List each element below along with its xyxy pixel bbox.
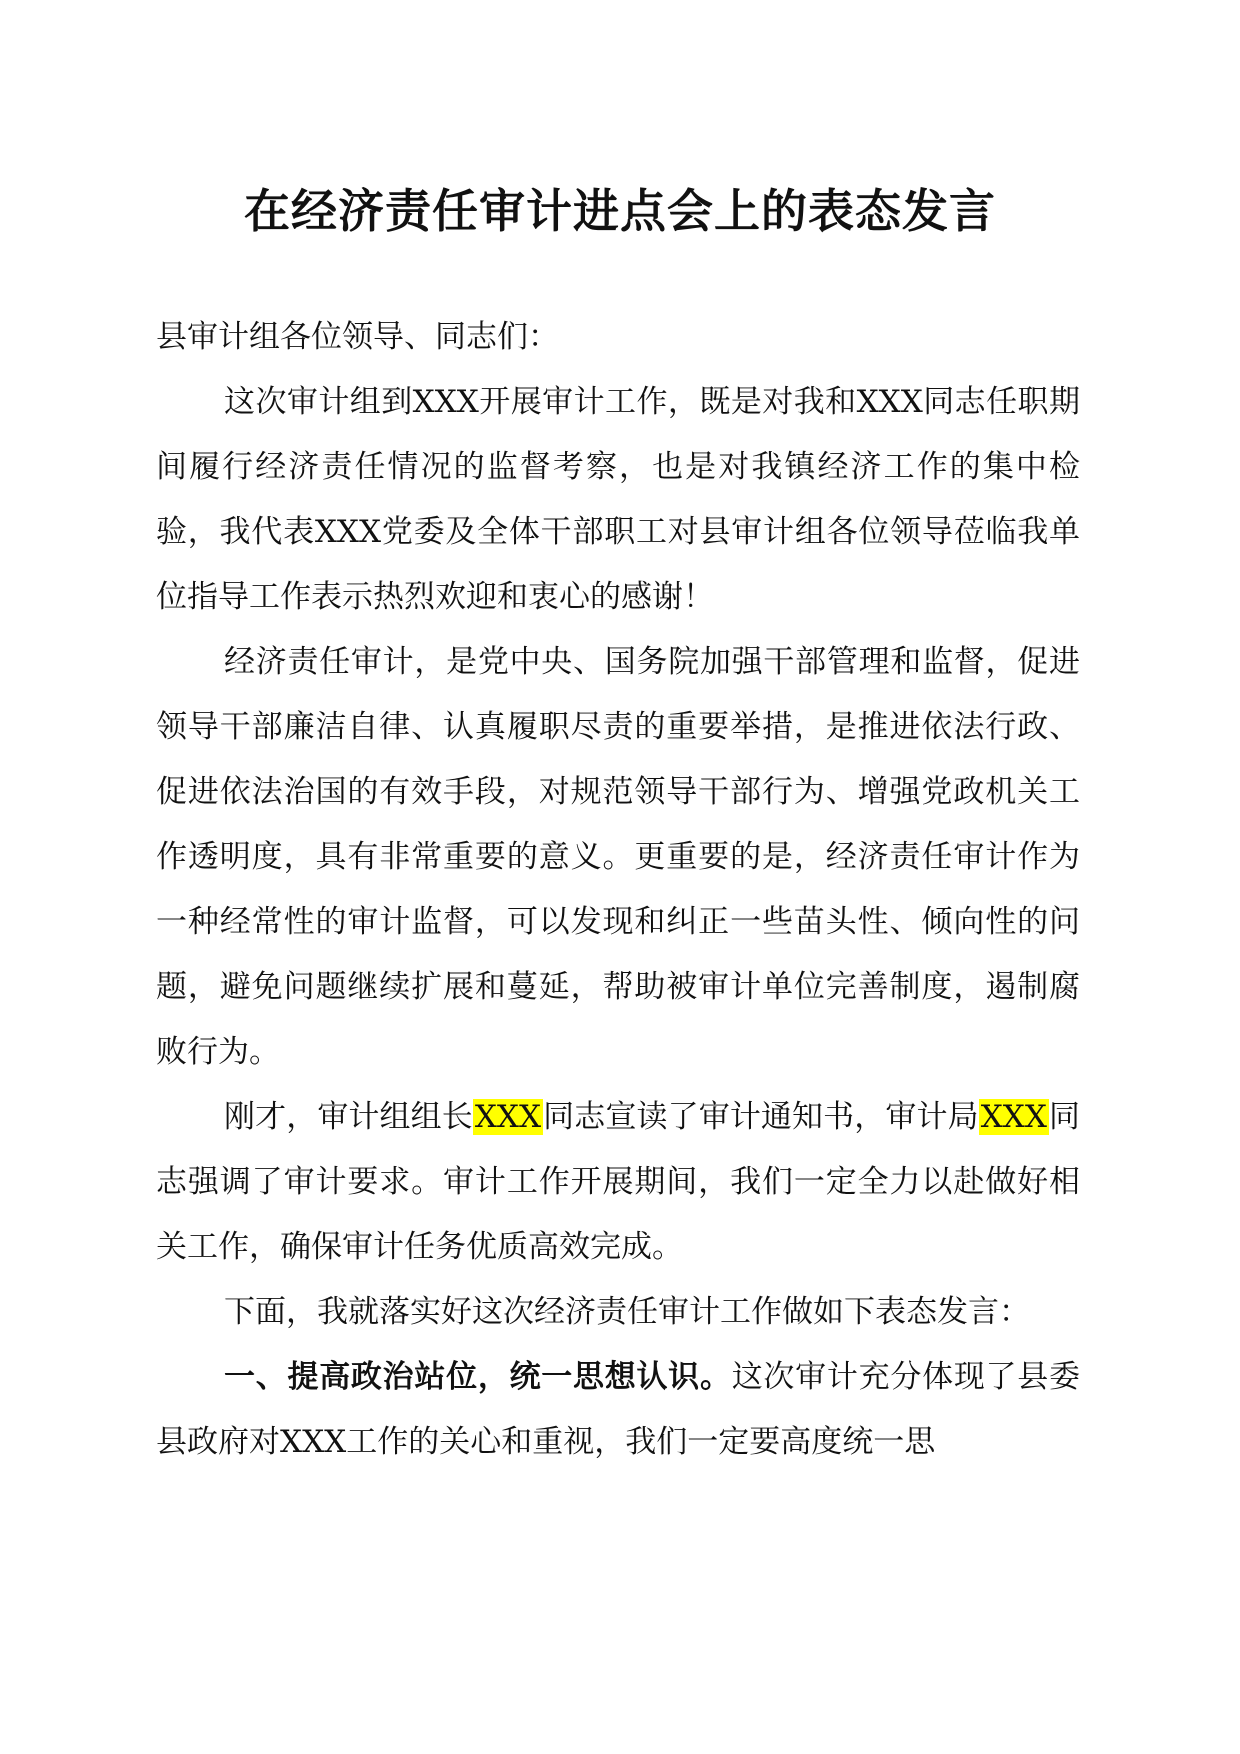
paragraph-5 [156,1345,1080,1475]
document-title: 在经济责任审计进点会上的表态发言 [244,184,996,238]
highlighted-name-2: XXX [980,1099,1047,1135]
salutation: 县审计组各位领导、同志们： [156,319,559,355]
paragraph-3-text-2: 同志宣读了审计通知书，审计局 [543,1099,979,1135]
paragraph-1: 这次审计组到XXX开展审计工作，既是对我和XXX同志任职期间履行经济责任情况的监督考察，也是对我镇经济工作的集中检验，我代表XXX党委及全体干部职工对县审计组各位领导莅临我单位指导工作表示热烈欢迎和衷心的感谢！ [156,384,1080,615]
paragraph-3 [156,1085,1080,1280]
paragraph-5-text: 这次审计充分体现了县委县政府对XXX工作的关心和重视，我们一定要高度统一思 [156,1359,1081,1460]
paragraph-4: 下面，我就落实好这次经济责任审计工作做如下表态发言： [224,1294,1030,1330]
section-heading-1: 一、提高政治站位，统一思想认识。 [224,1359,732,1395]
document-body [156,305,1080,1475]
paragraph-2: 经济责任审计，是党中央、国务院加强干部管理和监督，促进领导干部廉洁自律、认真履职尽责的重要举措，是推进依法行政、促进依法治国的有效手段，对规范领导干部行为、增强党政机关工作透明度，具有非常重要的意义。更重要的是，经济责任审计作为一种经常性的审计监督，可以发现和纠正一些苗头性、倾向性的问题，避免问题继续扩展和蔓延，帮助被审计单位完善制度，遏制腐败行为。 [156,644,1080,1070]
paragraph-3-text-3: 同志强调了审计要求。审计工作开展期间，我们一定全力以赴做好相关工作，确保审计任务优质高效完成。 [156,1099,1081,1265]
paragraph-3-text-1: 刚才，审计组组长 [224,1099,473,1135]
highlighted-name-1: XXX [474,1099,542,1135]
